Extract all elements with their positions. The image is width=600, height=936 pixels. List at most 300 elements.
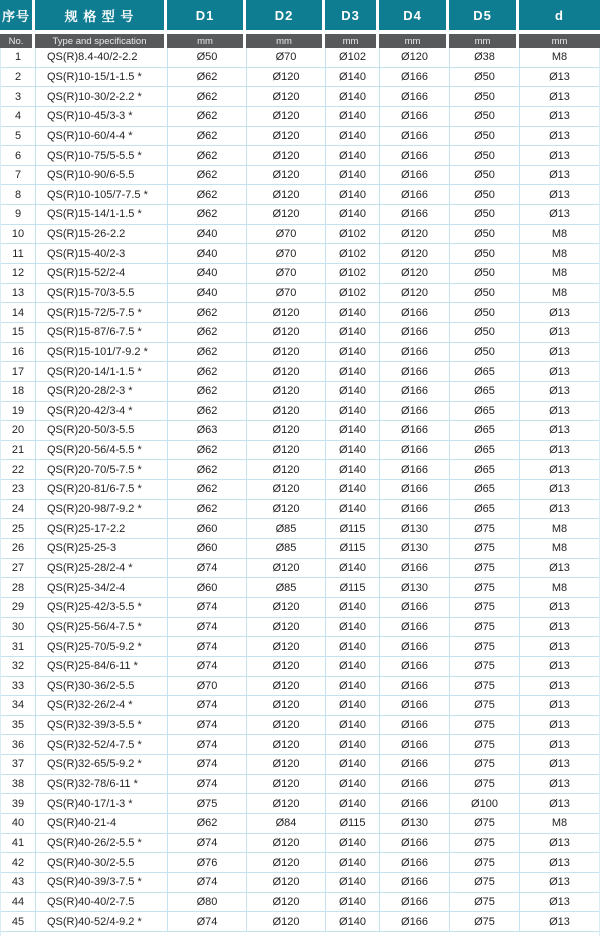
cell-d3: Ø140 bbox=[326, 559, 380, 578]
table-subheader-row bbox=[0, 34, 600, 48]
cell-d5: Ø75 bbox=[450, 618, 520, 637]
table-row bbox=[1, 480, 599, 500]
cell-d2: Ø120 bbox=[247, 402, 326, 421]
cell-d: Ø13 bbox=[549, 699, 570, 712]
cell-d4: Ø166 bbox=[380, 618, 450, 637]
cell-d2: Ø120 bbox=[247, 637, 326, 656]
cell-d4: Ø166 bbox=[380, 677, 450, 696]
cell-d1: Ø74 bbox=[168, 873, 247, 892]
cell-d: Ø13 bbox=[549, 326, 570, 339]
cell-d2: Ø120 bbox=[247, 205, 326, 224]
cell-d1: Ø76 bbox=[168, 853, 247, 872]
cell-spec: QS(R)20-81/6-7.5 * bbox=[36, 480, 168, 499]
table-row bbox=[1, 48, 599, 68]
cell-d2: Ø120 bbox=[247, 775, 326, 794]
table-row bbox=[1, 618, 599, 638]
cell-spec: QS(R)40-40/2-7.5 bbox=[36, 893, 168, 912]
header-cell-d2: D2 bbox=[246, 0, 325, 30]
cell-d3: Ø140 bbox=[326, 421, 380, 440]
cell-d5: Ø75 bbox=[450, 735, 520, 754]
cell-d1: Ø70 bbox=[168, 677, 247, 696]
cell-d2: Ø120 bbox=[247, 480, 326, 499]
table-row bbox=[1, 146, 599, 166]
cell-no: 6 bbox=[1, 146, 36, 165]
cell-no: 37 bbox=[1, 755, 36, 774]
cell-spec: QS(R)15-14/1-1.5 * bbox=[36, 205, 168, 224]
cell-d1: Ø62 bbox=[168, 500, 247, 519]
cell-d3: Ø115 bbox=[326, 814, 380, 833]
cell-d: Ø13 bbox=[549, 208, 570, 221]
cell-d5: Ø38 bbox=[450, 48, 520, 67]
cell-d4: Ø166 bbox=[380, 460, 450, 479]
cell-no: 22 bbox=[1, 460, 36, 479]
cell-d1: Ø50 bbox=[168, 48, 247, 67]
cell-d3: Ø140 bbox=[326, 657, 380, 676]
cell-d4: Ø130 bbox=[380, 814, 450, 833]
cell-no: 3 bbox=[1, 87, 36, 106]
cell-no: 4 bbox=[1, 107, 36, 126]
cell-spec: QS(R)40-39/3-7.5 * bbox=[36, 873, 168, 892]
cell-spec: QS(R)8.4-40/2-2.2 bbox=[36, 48, 168, 67]
cell-d: Ø13 bbox=[549, 169, 570, 182]
cell-d1: Ø74 bbox=[168, 834, 247, 853]
cell-d3: Ø140 bbox=[326, 873, 380, 892]
cell-spec: QS(R)10-105/7-7.5 * bbox=[36, 185, 168, 204]
cell-d1: Ø40 bbox=[168, 225, 247, 244]
cell-d4: Ø166 bbox=[380, 68, 450, 87]
cell-d2: Ø120 bbox=[247, 185, 326, 204]
cell-d5: Ø75 bbox=[450, 677, 520, 696]
cell-d4: Ø120 bbox=[380, 48, 450, 67]
table-row bbox=[1, 853, 599, 873]
cell-d: Ø13 bbox=[549, 738, 570, 751]
cell-spec: QS(R)15-26-2.2 bbox=[36, 225, 168, 244]
cell-no: 23 bbox=[1, 480, 36, 499]
cell-d4: Ø166 bbox=[380, 637, 450, 656]
cell-no: 10 bbox=[1, 225, 36, 244]
cell-no: 27 bbox=[1, 559, 36, 578]
table-row bbox=[1, 460, 599, 480]
cell-spec: QS(R)15-52/2-4 bbox=[36, 264, 168, 283]
cell-d3: Ø140 bbox=[326, 716, 380, 735]
cell-d3: Ø140 bbox=[326, 794, 380, 813]
cell-spec: QS(R)25-56/4-7.5 * bbox=[36, 618, 168, 637]
cell-spec: QS(R)40-52/4-9.2 * bbox=[36, 912, 168, 931]
cell-spec: QS(R)25-28/2-4 * bbox=[36, 559, 168, 578]
header-cell-d4: D4 bbox=[379, 0, 449, 30]
cell-d4: Ø166 bbox=[380, 87, 450, 106]
cell-d3: Ø140 bbox=[326, 598, 380, 617]
cell-d4: Ø166 bbox=[380, 205, 450, 224]
table-row bbox=[1, 402, 599, 422]
cell-d5: Ø50 bbox=[450, 166, 520, 185]
cell-d5: Ø50 bbox=[450, 343, 520, 362]
cell-d1: Ø74 bbox=[168, 912, 247, 931]
cell-d5: Ø75 bbox=[450, 559, 520, 578]
cell-spec: QS(R)15-101/7-9.2 * bbox=[36, 343, 168, 362]
cell-d: Ø13 bbox=[549, 561, 570, 574]
cell-d3: Ø140 bbox=[326, 87, 380, 106]
cell-d: Ø13 bbox=[549, 90, 570, 103]
cell-d1: Ø62 bbox=[168, 205, 247, 224]
cell-d: M8 bbox=[551, 817, 568, 830]
cell-spec: QS(R)20-98/7-9.2 * bbox=[36, 500, 168, 519]
cell-no: 44 bbox=[1, 893, 36, 912]
cell-d1: Ø63 bbox=[168, 421, 247, 440]
cell-d4: Ø166 bbox=[380, 873, 450, 892]
cell-no: 25 bbox=[1, 519, 36, 538]
cell-d4: Ø166 bbox=[380, 166, 450, 185]
cell-d5: Ø50 bbox=[450, 107, 520, 126]
cell-d5: Ø50 bbox=[450, 323, 520, 342]
cell-d4: Ø166 bbox=[380, 441, 450, 460]
cell-no: 32 bbox=[1, 657, 36, 676]
cell-d5: Ø75 bbox=[450, 637, 520, 656]
cell-d3: Ø140 bbox=[326, 912, 380, 931]
cell-spec: QS(R)10-30/2-2.2 * bbox=[36, 87, 168, 106]
cell-d4: Ø166 bbox=[380, 716, 450, 735]
cell-d2: Ø120 bbox=[247, 794, 326, 813]
cell-no: 19 bbox=[1, 402, 36, 421]
cell-spec: QS(R)15-70/3-5.5 bbox=[36, 284, 168, 303]
cell-d1: Ø62 bbox=[168, 146, 247, 165]
cell-d: M8 bbox=[551, 542, 568, 555]
cell-no: 31 bbox=[1, 637, 36, 656]
cell-d4: Ø166 bbox=[380, 853, 450, 872]
subheader-cell-unit: mm bbox=[167, 34, 246, 48]
cell-spec: QS(R)10-15/1-1.5 * bbox=[36, 68, 168, 87]
cell-d2: Ø120 bbox=[247, 107, 326, 126]
cell-d2: Ø120 bbox=[247, 303, 326, 322]
table-row bbox=[1, 166, 599, 186]
cell-spec: QS(R)15-87/6-7.5 * bbox=[36, 323, 168, 342]
table-row bbox=[1, 598, 599, 618]
cell-no: 43 bbox=[1, 873, 36, 892]
cell-d3: Ø140 bbox=[326, 402, 380, 421]
cell-d: Ø13 bbox=[549, 483, 570, 496]
table-row bbox=[1, 814, 599, 834]
cell-d4: Ø166 bbox=[380, 402, 450, 421]
cell-d1: Ø62 bbox=[168, 362, 247, 381]
cell-d1: Ø62 bbox=[168, 127, 247, 146]
cell-d5: Ø50 bbox=[450, 264, 520, 283]
cell-no: 45 bbox=[1, 912, 36, 931]
cell-d5: Ø100 bbox=[450, 794, 520, 813]
cell-d2: Ø120 bbox=[247, 834, 326, 853]
table-row bbox=[1, 677, 599, 697]
cell-d3: Ø140 bbox=[326, 834, 380, 853]
cell-no: 11 bbox=[1, 244, 36, 263]
cell-d: Ø13 bbox=[549, 915, 570, 928]
cell-d2: Ø120 bbox=[247, 755, 326, 774]
table-row bbox=[1, 893, 599, 913]
cell-d5: Ø75 bbox=[450, 598, 520, 617]
cell-d3: Ø140 bbox=[326, 460, 380, 479]
table-row bbox=[1, 834, 599, 854]
cell-d4: Ø166 bbox=[380, 107, 450, 126]
cell-d2: Ø120 bbox=[247, 127, 326, 146]
cell-no: 14 bbox=[1, 303, 36, 322]
header-cell-d: d bbox=[555, 7, 564, 23]
cell-no: 20 bbox=[1, 421, 36, 440]
cell-d2: Ø120 bbox=[247, 362, 326, 381]
cell-d5: Ø65 bbox=[450, 421, 520, 440]
cell-d4: Ø120 bbox=[380, 264, 450, 283]
cell-d1: Ø40 bbox=[168, 284, 247, 303]
cell-d2: Ø70 bbox=[247, 225, 326, 244]
cell-no: 17 bbox=[1, 362, 36, 381]
cell-d2: Ø120 bbox=[247, 343, 326, 362]
header-cell-d5: D5 bbox=[449, 0, 519, 30]
cell-d4: Ø166 bbox=[380, 696, 450, 715]
cell-no: 16 bbox=[1, 343, 36, 362]
cell-d4: Ø166 bbox=[380, 559, 450, 578]
cell-spec: QS(R)40-30/2-5.5 bbox=[36, 853, 168, 872]
cell-d5: Ø75 bbox=[450, 578, 520, 597]
cell-no: 7 bbox=[1, 166, 36, 185]
cell-d5: Ø75 bbox=[450, 775, 520, 794]
subheader-cell-unit: mm bbox=[246, 34, 325, 48]
cell-no: 5 bbox=[1, 127, 36, 146]
cell-spec: QS(R)20-14/1-1.5 * bbox=[36, 362, 168, 381]
cell-d1: Ø62 bbox=[168, 441, 247, 460]
cell-d1: Ø74 bbox=[168, 637, 247, 656]
cell-d5: Ø75 bbox=[450, 853, 520, 872]
cell-spec: QS(R)20-70/5-7.5 * bbox=[36, 460, 168, 479]
cell-d5: Ø75 bbox=[450, 814, 520, 833]
cell-d4: Ø166 bbox=[380, 834, 450, 853]
table-row bbox=[1, 68, 599, 88]
cell-d4: Ø166 bbox=[380, 146, 450, 165]
cell-d4: Ø130 bbox=[380, 519, 450, 538]
cell-d: Ø13 bbox=[549, 306, 570, 319]
cell-d: Ø13 bbox=[549, 404, 570, 417]
table-body bbox=[0, 48, 600, 936]
cell-no: 36 bbox=[1, 735, 36, 754]
table-row bbox=[1, 362, 599, 382]
cell-spec: QS(R)25-42/3-5.5 * bbox=[36, 598, 168, 617]
table-row bbox=[1, 441, 599, 461]
cell-d2: Ø120 bbox=[247, 166, 326, 185]
cell-d5: Ø50 bbox=[450, 205, 520, 224]
cell-spec: QS(R)40-17/1-3 * bbox=[36, 794, 168, 813]
cell-d: M8 bbox=[551, 581, 568, 594]
cell-d1: Ø74 bbox=[168, 716, 247, 735]
cell-d2: Ø120 bbox=[247, 696, 326, 715]
cell-d5: Ø50 bbox=[450, 87, 520, 106]
cell-d: Ø13 bbox=[549, 444, 570, 457]
cell-d2: Ø120 bbox=[247, 323, 326, 342]
cell-d4: Ø166 bbox=[380, 794, 450, 813]
cell-d: Ø13 bbox=[549, 797, 570, 810]
cell-no: 8 bbox=[1, 185, 36, 204]
table-row bbox=[1, 716, 599, 736]
cell-d5: Ø65 bbox=[450, 460, 520, 479]
cell-d4: Ø166 bbox=[380, 775, 450, 794]
cell-d3: Ø115 bbox=[326, 578, 380, 597]
cell-d: M8 bbox=[551, 522, 568, 535]
table-row bbox=[1, 637, 599, 657]
cell-d3: Ø115 bbox=[326, 539, 380, 558]
cell-d4: Ø166 bbox=[380, 323, 450, 342]
cell-d4: Ø130 bbox=[380, 578, 450, 597]
cell-d4: Ø166 bbox=[380, 912, 450, 931]
cell-no: 2 bbox=[1, 68, 36, 87]
cell-no: 12 bbox=[1, 264, 36, 283]
cell-spec: QS(R)10-90/6-5.5 bbox=[36, 166, 168, 185]
cell-d: M8 bbox=[551, 228, 568, 241]
table-row bbox=[1, 303, 599, 323]
cell-d5: Ø75 bbox=[450, 912, 520, 931]
cell-d5: Ø50 bbox=[450, 284, 520, 303]
cell-d5: Ø50 bbox=[450, 244, 520, 263]
cell-d1: Ø62 bbox=[168, 460, 247, 479]
cell-d5: Ø65 bbox=[450, 382, 520, 401]
cell-no: 9 bbox=[1, 205, 36, 224]
cell-d1: Ø80 bbox=[168, 893, 247, 912]
cell-no: 41 bbox=[1, 834, 36, 853]
table-row bbox=[1, 264, 599, 284]
cell-d: Ø13 bbox=[549, 660, 570, 673]
cell-d2: Ø120 bbox=[247, 618, 326, 637]
cell-no: 13 bbox=[1, 284, 36, 303]
cell-d3: Ø102 bbox=[326, 284, 380, 303]
cell-d4: Ø166 bbox=[380, 127, 450, 146]
cell-d4: Ø166 bbox=[380, 598, 450, 617]
table-row bbox=[1, 343, 599, 363]
cell-d1: Ø74 bbox=[168, 755, 247, 774]
cell-d2: Ø120 bbox=[247, 677, 326, 696]
cell-d1: Ø62 bbox=[168, 814, 247, 833]
cell-d5: Ø50 bbox=[450, 146, 520, 165]
cell-no: 30 bbox=[1, 618, 36, 637]
cell-d: Ø13 bbox=[549, 836, 570, 849]
cell-d3: Ø140 bbox=[326, 323, 380, 342]
cell-d4: Ø166 bbox=[380, 362, 450, 381]
header-cell-d1: D1 bbox=[167, 0, 246, 30]
cell-d4: Ø166 bbox=[380, 480, 450, 499]
cell-d1: Ø62 bbox=[168, 107, 247, 126]
cell-d: M8 bbox=[551, 287, 568, 299]
cell-d2: Ø120 bbox=[247, 146, 326, 165]
cell-d2: Ø70 bbox=[247, 264, 326, 283]
table-row bbox=[1, 107, 599, 127]
cell-d5: Ø75 bbox=[450, 519, 520, 538]
cell-d3: Ø102 bbox=[326, 244, 380, 263]
table-row bbox=[1, 87, 599, 107]
cell-d: Ø13 bbox=[549, 640, 570, 653]
cell-no: 29 bbox=[1, 598, 36, 617]
cell-d5: Ø65 bbox=[450, 362, 520, 381]
cell-d4: Ø166 bbox=[380, 303, 450, 322]
cell-no: 28 bbox=[1, 578, 36, 597]
cell-d1: Ø62 bbox=[168, 166, 247, 185]
cell-spec: QS(R)10-75/5-5.5 * bbox=[36, 146, 168, 165]
cell-d3: Ø140 bbox=[326, 755, 380, 774]
cell-d1: Ø60 bbox=[168, 578, 247, 597]
cell-d3: Ø140 bbox=[326, 343, 380, 362]
cell-d5: Ø75 bbox=[450, 755, 520, 774]
cell-d2: Ø70 bbox=[247, 48, 326, 67]
table-row bbox=[1, 500, 599, 520]
table-row bbox=[1, 519, 599, 539]
cell-d3: Ø102 bbox=[326, 264, 380, 283]
cell-d5: Ø50 bbox=[450, 303, 520, 322]
cell-d1: Ø60 bbox=[168, 519, 247, 538]
cell-d1: Ø62 bbox=[168, 382, 247, 401]
cell-d3: Ø140 bbox=[326, 893, 380, 912]
cell-d4: Ø166 bbox=[380, 735, 450, 754]
table-row bbox=[1, 735, 599, 755]
cell-spec: QS(R)32-52/4-7.5 * bbox=[36, 735, 168, 754]
cell-spec: QS(R)25-34/2-4 bbox=[36, 578, 168, 597]
table-row bbox=[1, 696, 599, 716]
cell-d2: Ø85 bbox=[247, 539, 326, 558]
cell-d5: Ø75 bbox=[450, 716, 520, 735]
cell-spec: QS(R)10-45/3-3 * bbox=[36, 107, 168, 126]
cell-d: M8 bbox=[551, 51, 568, 64]
cell-d1: Ø62 bbox=[168, 68, 247, 87]
cell-d2: Ø120 bbox=[247, 716, 326, 735]
subheader-cell-unit: mm bbox=[551, 35, 568, 47]
cell-d2: Ø120 bbox=[247, 460, 326, 479]
cell-d2: Ø120 bbox=[247, 500, 326, 519]
cell-spec: QS(R)10-60/4-4 * bbox=[36, 127, 168, 146]
cell-no: 15 bbox=[1, 323, 36, 342]
table-row bbox=[1, 323, 599, 343]
cell-d1: Ø62 bbox=[168, 323, 247, 342]
subheader-cell-unit: mm bbox=[449, 34, 519, 48]
cell-d1: Ø40 bbox=[168, 264, 247, 283]
cell-d2: Ø120 bbox=[247, 735, 326, 754]
cell-d: Ø13 bbox=[549, 345, 570, 358]
cell-d: Ø13 bbox=[549, 503, 570, 516]
cell-d3: Ø140 bbox=[326, 480, 380, 499]
cell-spec: QS(R)25-84/6-11 * bbox=[36, 657, 168, 676]
cell-no: 21 bbox=[1, 441, 36, 460]
cell-d: Ø13 bbox=[549, 719, 570, 732]
cell-d3: Ø115 bbox=[326, 519, 380, 538]
cell-spec: QS(R)15-40/2-3 bbox=[36, 244, 168, 263]
subheader-cell-no: No. bbox=[0, 34, 35, 48]
cell-spec: QS(R)30-36/2-5.5 bbox=[36, 677, 168, 696]
cell-d2: Ø120 bbox=[247, 893, 326, 912]
cell-d1: Ø74 bbox=[168, 735, 247, 754]
cell-d3: Ø140 bbox=[326, 618, 380, 637]
cell-d: Ø13 bbox=[549, 856, 570, 869]
cell-d4: Ø120 bbox=[380, 244, 450, 263]
subheader-cell-unit: mm bbox=[325, 34, 379, 48]
cell-no: 26 bbox=[1, 539, 36, 558]
cell-d2: Ø120 bbox=[247, 421, 326, 440]
cell-d4: Ø166 bbox=[380, 657, 450, 676]
cell-d3: Ø140 bbox=[326, 68, 380, 87]
cell-d: Ø13 bbox=[549, 365, 570, 378]
cell-d: M8 bbox=[551, 267, 568, 280]
cell-d3: Ø140 bbox=[326, 775, 380, 794]
cell-spec: QS(R)25-25-3 bbox=[36, 539, 168, 558]
cell-d5: Ø65 bbox=[450, 441, 520, 460]
cell-d: Ø13 bbox=[549, 620, 570, 633]
cell-d2: Ø120 bbox=[247, 441, 326, 460]
cell-d3: Ø140 bbox=[326, 166, 380, 185]
cell-spec: QS(R)20-50/3-5.5 bbox=[36, 421, 168, 440]
cell-no: 33 bbox=[1, 677, 36, 696]
cell-d2: Ø70 bbox=[247, 244, 326, 263]
table-row bbox=[1, 185, 599, 205]
cell-d3: Ø140 bbox=[326, 696, 380, 715]
cell-d2: Ø120 bbox=[247, 382, 326, 401]
